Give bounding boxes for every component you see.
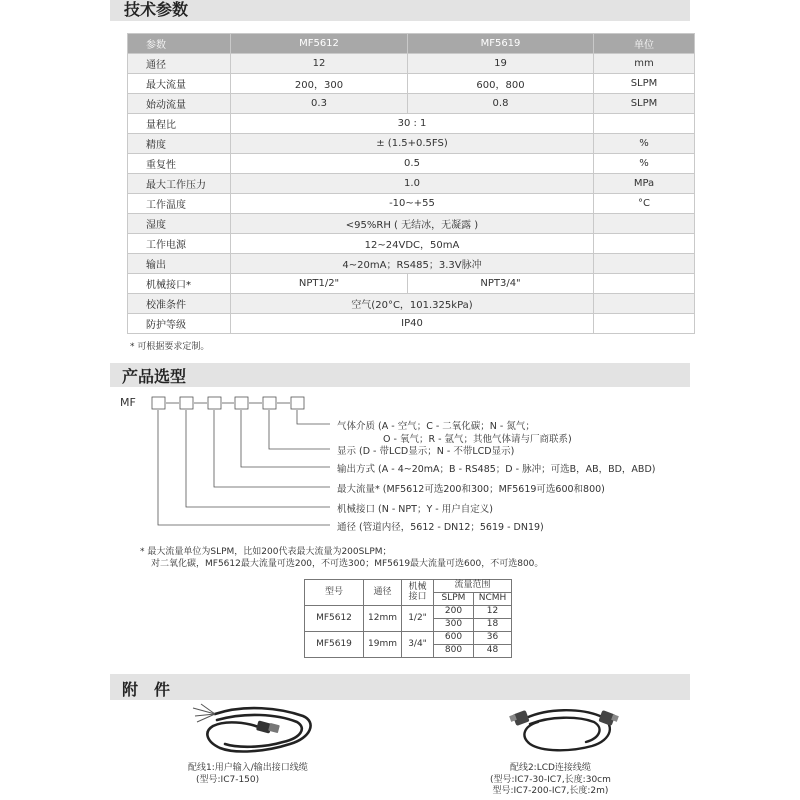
flow-header-bore: 通径 [364,580,402,606]
spec-value-mf5612: 0.3 [231,94,408,114]
spec-unit-cell: mm [594,54,695,74]
flow-slpm-cell: 300 [434,619,474,632]
flow-ncmh-cell: 36 [474,632,512,645]
spec-value-mf5612: 200，300 [231,74,408,94]
spec-value-mf5619: 19 [408,54,594,74]
label-output: 输出方式 (A - 4~20mA；B - RS485；D - 脉冲；可选B，AB，BD，ABD) [337,464,656,475]
flow-range-table [304,579,512,658]
spec-value-cell: <95%RH ( 无结冰，无凝露 ) [231,214,594,234]
section-title-accessories: 附 件 [122,680,171,699]
flow-bore-cell: 19mm [364,632,402,658]
spec-value-mf5612: NPT1/2" [231,274,408,294]
spec-value-mf5619: 0.8 [408,94,594,114]
spec-param-cell: 机械接口* [128,274,231,294]
flow-slpm-cell: 200 [434,606,474,619]
spec-value-cell: 1.0 [231,174,594,194]
code-box-bore [152,397,165,409]
spec-value-mf5612: 12 [231,54,408,74]
spec-header-unit: 单位 [594,34,695,54]
spec-unit-cell: MPa [594,174,695,194]
spec-value-cell: IP40 [231,314,594,334]
flow-header-range: 流量范围 [434,580,512,593]
spec-footnote: * 可根据要求定制。 [130,342,210,352]
flow-ncmh-cell: 48 [474,645,512,658]
spec-param-cell: 最大流量 [128,74,231,94]
spec-header-mf5619: MF5619 [408,34,594,54]
section-title-specs: 技术参数 [124,0,189,19]
spec-unit-cell: SLPM [594,94,695,114]
accessory-1-line-2: (型号:IC7-150) [196,774,260,785]
spec-param-cell: 精度 [128,134,231,154]
flow-header-slpm: SLPM [434,593,474,606]
flow-slpm-cell: 800 [434,645,474,658]
flow-model-cell: MF5619 [305,632,364,658]
section-header-accessories [110,674,690,700]
label-gas-medium-cont: O - 氧气；R - 氩气；其他气体请与厂商联系) [383,434,572,445]
spec-value-cell: 4~20mA；RS485；3.3V脉冲 [231,254,594,274]
accessory-2-caption [490,763,611,798]
spec-param-cell: 通径 [128,54,231,74]
flow-ncmh-cell: 12 [474,606,512,619]
spec-param-cell: 最大工作压力 [128,174,231,194]
spec-unit-cell: °C [594,194,695,214]
spec-param-cell: 输出 [128,254,231,274]
spec-value-cell: 30 : 1 [231,114,594,134]
cable-1-image [185,702,325,760]
spec-value-mf5619: NPT3/4" [408,274,594,294]
label-mech-port: 机械接口 (N - NPT；Y - 用户自定义) [337,504,493,515]
spec-value-mf5619: 600，800 [408,74,594,94]
spec-unit-cell: % [594,134,695,154]
accessory-1-caption [188,763,308,786]
spec-param-cell: 始动流量 [128,94,231,114]
flow-ncmh-cell: 18 [474,619,512,632]
spec-value-cell: ± (1.5+0.5FS) [231,134,594,154]
flow-bore-cell: 12mm [364,606,402,632]
spec-param-cell: 重复性 [128,154,231,174]
flow-port-cell: 3/4" [402,632,434,658]
spec-unit-cell: SLPM [594,74,695,94]
accessory-2-line-1: 配线2:LCD连接线缆 [509,763,591,773]
spec-unit-cell: % [594,154,695,174]
label-bore: 通径 (管道内径，5612 - DN12；5619 - DN19) [337,522,544,533]
selection-note-1: * 最大流量单位为SLPM，比如200代表最大流量为200SLPM； [140,547,392,557]
spec-value-cell: -10~+55 [231,194,594,214]
accessory-2-line-2: (型号:IC7-30-IC7,长度:30cm [490,774,611,785]
code-box-output [235,397,248,409]
spec-param-cell: 工作温度 [128,194,231,214]
flow-port-cell: 1/2" [402,606,434,632]
spec-param-cell: 防护等级 [128,314,231,334]
spec-header-mf5612: MF5612 [231,34,408,54]
flow-model-cell: MF5612 [305,606,364,632]
flow-slpm-cell: 600 [434,632,474,645]
accessory-2-line-3: 型号:IC7-200-IC7,长度:2m) [492,786,609,797]
code-box-port [180,397,193,409]
cable-2-image [508,700,628,762]
selection-note-2: 对二氧化碳，MF5612最大流量可选200，不可选300；MF5619最大流量可选600，不可选800。 [151,559,544,569]
accessory-1-line-1: 配线1:用户输入/输出接口线缆 [188,763,308,773]
spec-header-param: 参数 [128,34,231,54]
code-box-gas [291,397,304,409]
spec-value-cell: 12~24VDC，50mA [231,234,594,254]
flow-header-model: 型号 [305,580,364,606]
label-display: 显示 (D - 带LCD显示；N - 不带LCD显示) [337,446,515,457]
spec-param-cell: 量程比 [128,114,231,134]
label-max-flow: 最大流量* (MF5612可选200和300；MF5619可选600和800) [337,484,605,495]
spec-param-cell: 湿度 [128,214,231,234]
spec-param-cell: 工作电源 [128,234,231,254]
spec-value-cell: 0.5 [231,154,594,174]
spec-value-cell: 空气(20°C，101.325kPa) [231,294,594,314]
flow-header-ncmh: NCMH [474,593,512,606]
flow-header-port [402,580,434,606]
code-box-display [263,397,276,409]
spec-param-cell: 校准条件 [128,294,231,314]
code-box-flow [208,397,221,409]
model-prefix: MF [120,396,136,409]
label-gas-medium: 气体介质 (A - 空气；C - 二氧化碳；N - 氮气； [337,421,535,432]
flow-header-port-text: 机械接口 [408,582,427,602]
section-title-selection: 产品选型 [122,367,187,386]
